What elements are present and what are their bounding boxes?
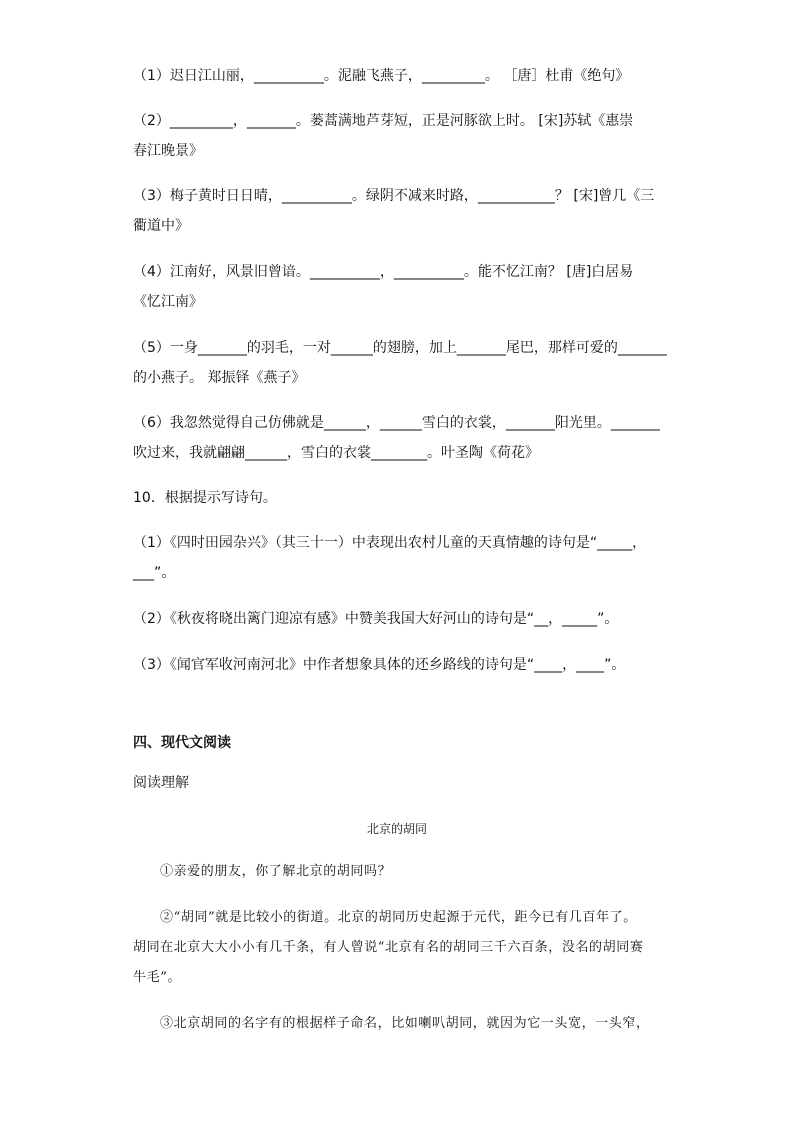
poem-item-3-cont: 衢道中》 bbox=[133, 218, 189, 234]
article-paragraph-1: ①亲爱的朋友，你了解北京的胡同吗？ bbox=[160, 864, 392, 879]
article-paragraph-2-line-2: 胡同在北京大大小小有几千条，有人曾说“北京有名的胡同三千六百条，没名的胡同赛 bbox=[133, 940, 644, 955]
poem-item-3: （3）梅子黄时日日晴，__________。绿阴不减来时路，___________？ [宋]曾几《三 bbox=[133, 188, 655, 204]
article-paragraph-2-line-3: 牛毛”。 bbox=[133, 970, 182, 985]
poem-item-6-cont: 吹过来，我就翩翩______，雪白的衣裳________。叶圣陶《荷花》 bbox=[133, 445, 539, 461]
question-10-item-1: （1）《四时田园杂兴》（其三十一）中表现出农村儿童的天真情趣的诗句是“_____， bbox=[133, 535, 647, 551]
question-10-item-1-cont: ___”。 bbox=[133, 565, 176, 581]
question-10-title: 10．根据提示写诗句。 bbox=[133, 490, 277, 506]
section-subheading: 阅读理解 bbox=[133, 775, 189, 791]
poem-item-6: （6）我忽然觉得自己仿佛就是______，______雪白的衣裳，_______阳光里。_______ bbox=[133, 415, 660, 431]
section-heading: 四、现代文阅读 bbox=[133, 735, 231, 751]
question-10-item-2: （2）《秋夜将晓出篱门迎凉有感》中赞美我国大好河山的诗句是“__，_____”。 bbox=[133, 611, 619, 627]
poem-item-2-cont: 春江晚景》 bbox=[133, 143, 203, 159]
poem-item-2: （2）_________，_______。蒌蒿满地芦芽短，正是河豚欲上时。 [宋]苏轼《惠崇 bbox=[133, 113, 634, 129]
article-paragraph-2: ②“胡同”就是比较小的街道。北京的胡同历史起源于元代，距今已有几百年了。 bbox=[160, 910, 637, 925]
article-paragraph-3: ③北京胡同的名字有的根据样子命名，比如喇叭胡同，就因为它一头宽，一头窄， bbox=[160, 1016, 650, 1031]
poem-item-5: （5）一身_______的羽毛，一对______的翅膀，加上_______尾巴，那样可爱的_______ bbox=[133, 340, 667, 356]
question-10-item-3: （3）《闻官军收河南河北》中作者想象具体的还乡路线的诗句是“____，____”。 bbox=[133, 657, 626, 673]
poem-item-4-cont: 《忆江南》 bbox=[133, 294, 203, 310]
poem-item-1: （1）迟日江山丽，__________。泥融飞燕子，_________。 ［唐］杜甫《绝句》 bbox=[133, 68, 630, 84]
poem-item-5-cont: 的小燕子。 郑振铎《燕子》 bbox=[133, 370, 306, 386]
poem-item-4: （4）江南好，风景旧曾谙。__________，__________。能不忆江南？ [唐]白居易 bbox=[133, 264, 634, 280]
article-title: 北京的胡同 bbox=[366, 822, 427, 836]
